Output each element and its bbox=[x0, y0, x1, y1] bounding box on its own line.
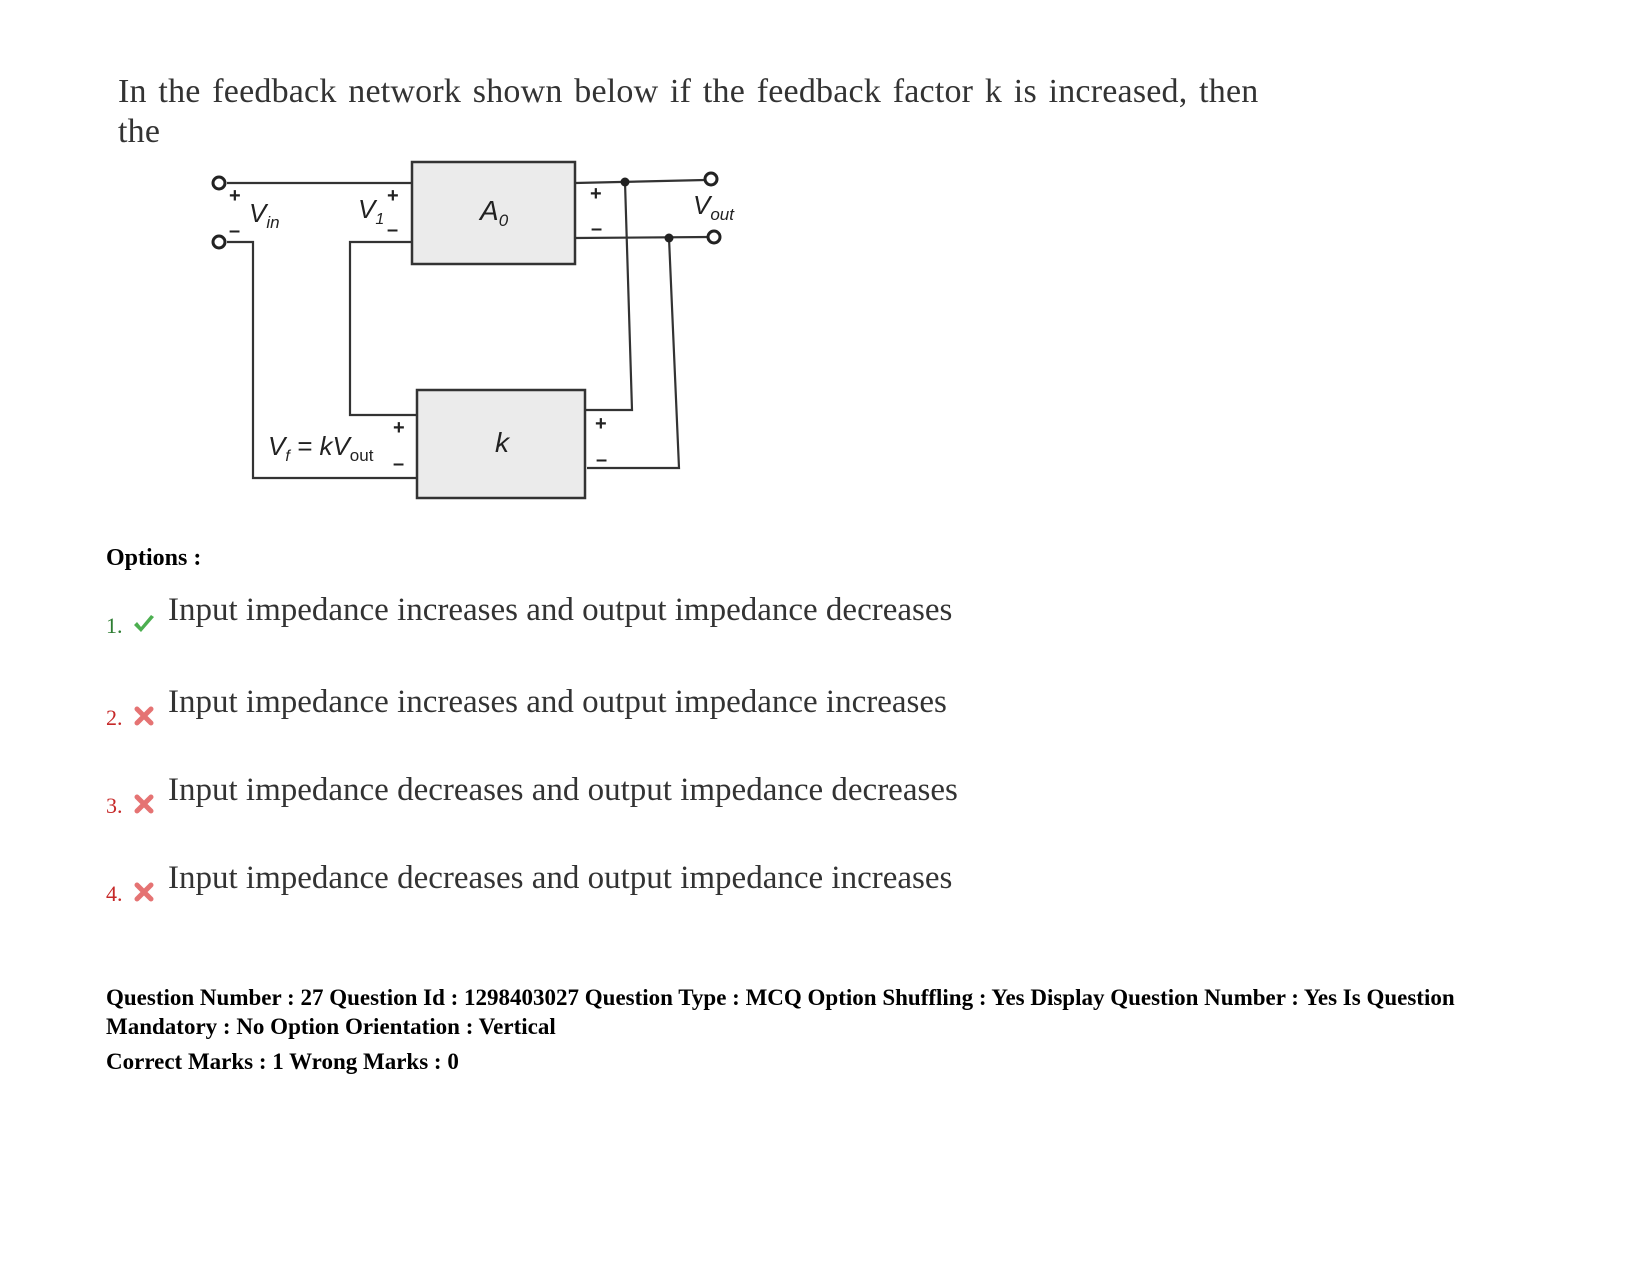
option-number: 4. bbox=[106, 881, 123, 906]
cross-icon bbox=[132, 704, 156, 728]
a0-out-minus-sign: – bbox=[591, 218, 603, 240]
option-number: 3. bbox=[106, 793, 123, 818]
vin-plus-terminal bbox=[213, 177, 225, 189]
option-number: 2. bbox=[106, 705, 123, 730]
vout-plus-terminal bbox=[705, 173, 717, 185]
k-in-plus-sign: + bbox=[595, 413, 607, 435]
v1-plus-sign: + bbox=[387, 185, 399, 207]
cross-icon bbox=[132, 880, 156, 904]
k-in-minus-sign: – bbox=[596, 449, 608, 471]
node-dot bbox=[621, 178, 630, 187]
vin-plus-sign: + bbox=[229, 185, 241, 207]
k-out-plus-sign: + bbox=[393, 417, 405, 439]
options-label: Options : bbox=[106, 545, 202, 571]
option-text: Input impedance increases and output impedance decreases bbox=[168, 592, 953, 628]
a0-label: $A_0$ bbox=[480, 195, 509, 230]
vin-minus-terminal bbox=[213, 236, 225, 248]
option-text: Input impedance increases and output impedance increases bbox=[168, 684, 947, 720]
marks-info: Correct Marks : 1 Wrong Marks : 0 bbox=[106, 1049, 459, 1074]
vin-label: $V_{in}$ bbox=[249, 198, 280, 232]
v1-label: $V_1$ bbox=[358, 194, 385, 228]
k-label: k bbox=[495, 427, 509, 458]
option-text: Input impedance decreases and output impedance increases bbox=[168, 860, 953, 896]
option-text: Input impedance decreases and output impedance decreases bbox=[168, 772, 958, 808]
vout-label: $V_{out}$ bbox=[693, 190, 734, 224]
v1-minus-sign: – bbox=[387, 219, 399, 241]
option-number: 1. bbox=[106, 613, 123, 638]
a0-out-plus-sign: + bbox=[590, 183, 602, 205]
vout-minus-terminal bbox=[708, 231, 720, 243]
vf-label: $V_f = kV_{out}$ bbox=[268, 431, 374, 465]
node-dot bbox=[665, 234, 674, 243]
feedback-network-diagram bbox=[205, 160, 805, 540]
question-text: In the feedback network shown below if the feedback factor k is increased, then the bbox=[118, 73, 1259, 150]
vin-minus-sign: – bbox=[229, 220, 241, 242]
check-icon bbox=[132, 612, 156, 636]
question-metadata: Question Number : 27 Question Id : 1298403027 Question Type : MCQ Option Shuffling : Yes Display Question Number : Yes Is Question Mandatory : No Option Orientation : Vertical bbox=[106, 985, 1455, 1039]
cross-icon bbox=[132, 792, 156, 816]
k-out-minus-sign: – bbox=[393, 453, 405, 475]
